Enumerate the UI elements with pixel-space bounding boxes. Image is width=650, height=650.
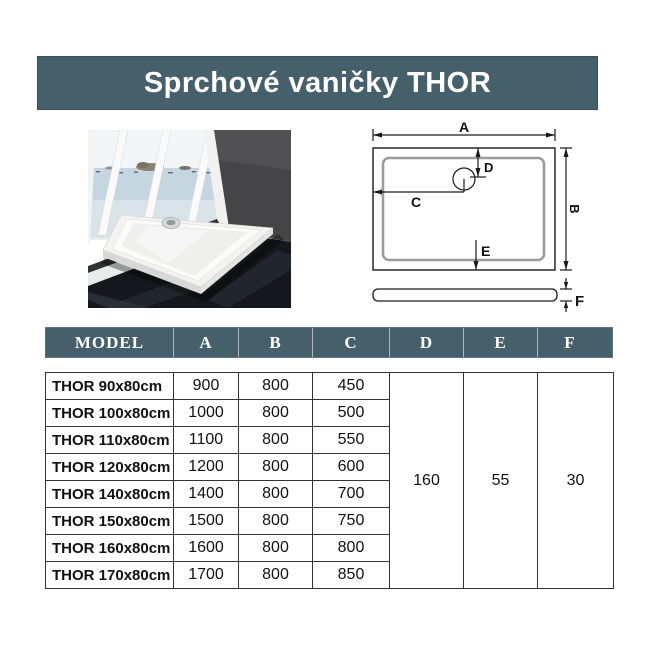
model-cell: THOR 170x80cm: [46, 562, 174, 589]
value-a: 900: [174, 373, 239, 400]
value-a: 1100: [174, 427, 239, 454]
value-c: 550: [313, 427, 390, 454]
model-cell: THOR 100x80cm: [46, 400, 174, 427]
col-header-d: D: [390, 328, 464, 357]
table-header: [45, 327, 613, 358]
col-header-b: B: [239, 328, 313, 357]
shared-value-d: 160: [390, 373, 464, 589]
shared-value-f: 30: [538, 373, 614, 589]
dim-label-a: A: [458, 122, 470, 135]
value-b: 800: [239, 373, 313, 400]
value-a: 1200: [174, 454, 239, 481]
value-b: 800: [239, 481, 313, 508]
product-photo: [88, 130, 291, 308]
value-b: 800: [239, 562, 313, 589]
value-b: 800: [239, 535, 313, 562]
value-a: 1500: [174, 508, 239, 535]
value-c: 500: [313, 400, 390, 427]
model-cell: THOR 150x80cm: [46, 508, 174, 535]
value-c: 700: [313, 481, 390, 508]
value-a: 1600: [174, 535, 239, 562]
dim-label-d: D: [484, 160, 494, 175]
value-b: 800: [239, 427, 313, 454]
value-b: 800: [239, 400, 313, 427]
model-cell: THOR 160x80cm: [46, 535, 174, 562]
dim-label-e: E: [481, 243, 491, 259]
value-a: 1400: [174, 481, 239, 508]
shared-value-e: 55: [464, 373, 538, 589]
col-header-a: A: [174, 328, 239, 357]
dim-label-c: C: [410, 194, 422, 210]
value-c: 800: [313, 535, 390, 562]
col-header-e: E: [464, 328, 538, 357]
col-header-c: C: [313, 328, 390, 357]
col-header-model: MODEL: [46, 328, 174, 357]
model-cell: THOR 140x80cm: [46, 481, 174, 508]
dimensions-table: [45, 372, 614, 589]
page-title: Sprchové vaničky THOR: [143, 66, 492, 99]
dimension-diagram: [360, 122, 610, 314]
value-c: 450: [313, 373, 390, 400]
model-cell: THOR 110x80cm: [46, 427, 174, 454]
value-c: 850: [313, 562, 390, 589]
page-title-bar: [37, 56, 598, 110]
value-c: 750: [313, 508, 390, 535]
table-row: [46, 373, 614, 400]
model-cell: THOR 120x80cm: [46, 454, 174, 481]
value-a: 1000: [174, 400, 239, 427]
value-c: 600: [313, 454, 390, 481]
value-b: 800: [239, 454, 313, 481]
value-a: 1700: [174, 562, 239, 589]
dim-label-f: F: [575, 293, 585, 310]
dim-label-b: B: [567, 204, 582, 214]
value-b: 800: [239, 508, 313, 535]
col-header-f: F: [564, 332, 576, 352]
model-cell: THOR 90x80cm: [46, 373, 174, 400]
